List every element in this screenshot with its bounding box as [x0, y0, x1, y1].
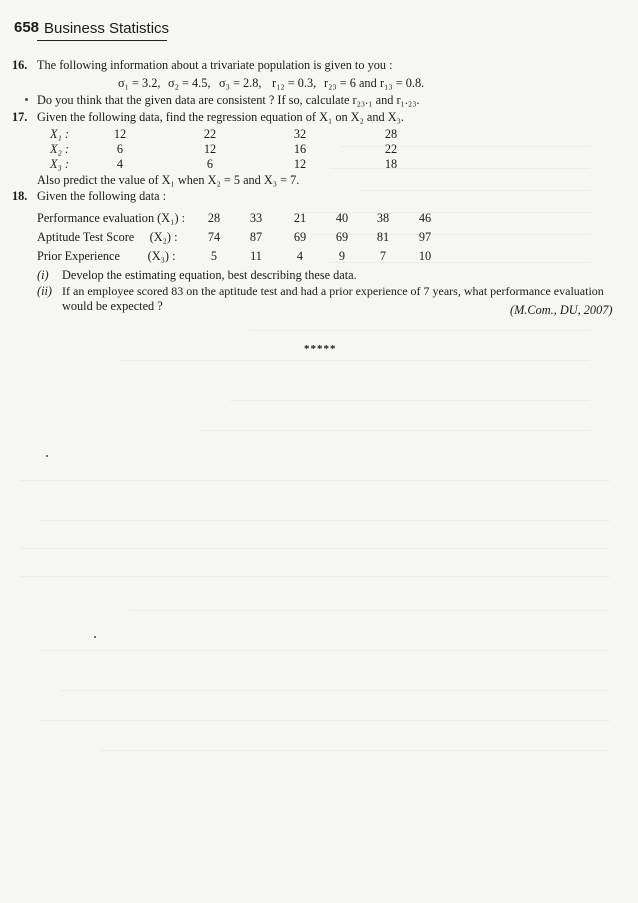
- q18-source: (M.Com., DU, 2007): [510, 303, 613, 317]
- q16-r13: r₁₃ = 0.8.: [380, 76, 425, 90]
- q16-sigma1: σ₁ = 3.2,: [118, 76, 161, 90]
- q17-cell: 32: [293, 127, 307, 141]
- q18-cell: 87: [249, 230, 263, 244]
- q17-cell: 18: [384, 157, 398, 171]
- q18-cell: 11: [250, 249, 262, 263]
- q16-r23: r₂₃ = 6 and: [324, 76, 377, 90]
- q17-number: 17.: [12, 110, 28, 124]
- q18-cell: 81: [376, 230, 390, 244]
- q17-cell: 22: [384, 142, 398, 156]
- q18-number: 18.: [12, 189, 28, 203]
- q17-cell: 4: [116, 157, 124, 171]
- running-title: Business Statistics: [44, 20, 170, 37]
- q18-cell: 69: [335, 230, 349, 244]
- q18-part-i: Develop the estimating equation, best describing these data.: [62, 268, 357, 282]
- q18-cell: 97: [418, 230, 432, 244]
- q18-line1: Given the following data :: [37, 189, 167, 203]
- q17-cell: 28: [384, 127, 398, 141]
- q18-cell: 69: [293, 230, 307, 244]
- q18-cell: 5: [210, 249, 218, 263]
- q18-cell: 4: [296, 249, 304, 263]
- q18-cell: 21: [293, 211, 307, 225]
- q16-line1: The following information about a trivariate population is given to you :: [37, 58, 393, 72]
- q18-cell: 46: [418, 211, 432, 225]
- q18-cell: 38: [376, 211, 390, 225]
- q18-cell: 40: [335, 211, 349, 225]
- q17-row-label: X₃ :: [50, 157, 69, 171]
- q18-row-label: Aptitude Test Score (X₂) :: [37, 230, 178, 244]
- q16-sigma3: σ₃ = 2.8,: [219, 76, 262, 90]
- q17-cell: 12: [293, 157, 307, 171]
- q18-cell: 9: [338, 249, 346, 263]
- ink-dot: [94, 636, 96, 638]
- q18-cell: 74: [207, 230, 221, 244]
- q17-predict: Also predict the value of X₁ when X₂ = 5 and X₃ = 7.: [37, 173, 300, 187]
- section-separator: *****: [304, 343, 337, 355]
- q18-row-label: Prior Experience (X₃) :: [37, 249, 176, 263]
- header-rule: [37, 40, 167, 41]
- q16-r12: r₁₂ = 0.3,: [272, 76, 317, 90]
- ink-dot: [25, 98, 28, 101]
- q17-cell: 16: [293, 142, 307, 156]
- q18-part-ii-cont: would be expected ?: [62, 299, 163, 313]
- ink-dot: [46, 455, 48, 457]
- q17-cell: 12: [203, 142, 217, 156]
- q17-cell: 6: [206, 157, 214, 171]
- q16-number: 16.: [12, 58, 28, 72]
- q16-line3: Do you think that the given data are consistent ? If so, calculate r₂₃.₁ and r₁.₂₃.: [37, 93, 420, 107]
- q17-row-label: X₁ :: [50, 127, 69, 141]
- q18-cell: 10: [418, 249, 432, 263]
- q17-cell: 22: [203, 127, 217, 141]
- q18-cell: 28: [207, 211, 221, 225]
- q17-cell: 12: [113, 127, 127, 141]
- q18-row-label: Performance evaluation (X₁) :: [37, 211, 186, 225]
- q18-cell: 7: [379, 249, 387, 263]
- q17-row-label: X₂ :: [50, 142, 69, 156]
- q18-cell: 33: [249, 211, 263, 225]
- q18-part-i-label: (i): [37, 268, 49, 282]
- q17-line1: Given the following data, find the regression equation of X₁ on X₂ and X₃.: [37, 110, 404, 124]
- q17-cell: 6: [116, 142, 124, 156]
- q18-part-ii: If an employee scored 83 on the aptitude test and had a prior experience of 7 years, what performance evaluation: [62, 284, 604, 298]
- q18-part-ii-label: (ii): [37, 284, 53, 298]
- q16-sigma2: σ₂ = 4.5,: [168, 76, 211, 90]
- page-number: 658: [14, 19, 40, 36]
